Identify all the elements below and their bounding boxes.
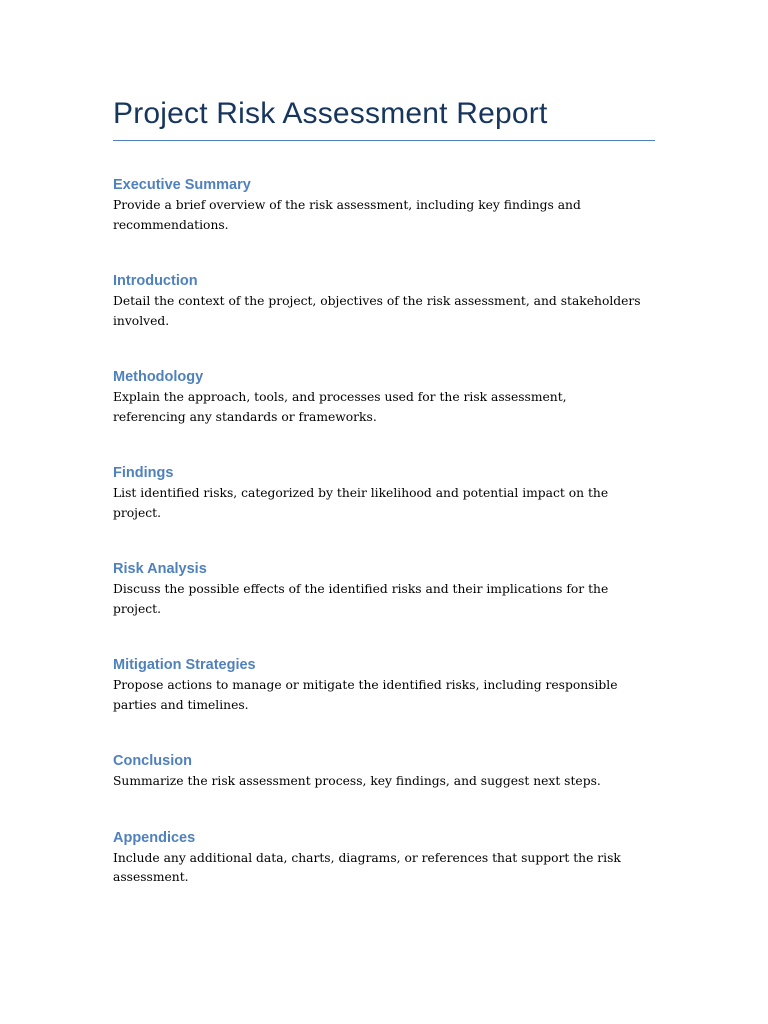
document-page: [113, 96, 655, 888]
section-heading: Findings: [113, 465, 174, 481]
section-heading: Introduction: [113, 273, 198, 289]
section-heading: Methodology: [113, 369, 204, 385]
section-appendices: [113, 828, 655, 888]
section-executive-summary: [113, 175, 655, 235]
section-heading: Mitigation Strategies: [113, 657, 256, 673]
section-conclusion: [113, 751, 655, 792]
section-mitigation-strategies: [113, 655, 655, 715]
section-heading: Conclusion: [113, 753, 192, 769]
section-heading: Appendices: [113, 829, 196, 846]
section-heading: Executive Summary: [113, 177, 251, 193]
section-body: Detail the context of the project, objectives of the risk assessment, and stakeholders involved.: [113, 294, 641, 328]
section-risk-analysis: [113, 559, 655, 619]
section-body: Propose actions to manage or mitigate the identified risks, including responsible parties and timelines.: [113, 678, 618, 712]
section-introduction: [113, 271, 655, 331]
section-body: Summarize the risk assessment process, key findings, and suggest next steps.: [113, 774, 601, 788]
section-heading: Risk Analysis: [113, 561, 207, 577]
section-methodology: [113, 367, 655, 427]
section-findings: [113, 463, 655, 523]
section-body: Explain the approach, tools, and processes used for the risk assessment, referencing any standards or frameworks.: [113, 390, 567, 424]
section-body: Include any additional data, charts, diagrams, or references that support the risk assessment.: [113, 850, 621, 884]
section-body: Discuss the possible effects of the identified risks and their implications for the project.: [113, 582, 609, 616]
document-title: Project Risk Assessment Report: [113, 96, 655, 141]
section-body: Provide a brief overview of the risk assessment, including key findings and recommendations.: [113, 198, 581, 232]
section-body: List identified risks, categorized by their likelihood and potential impact on the project.: [113, 486, 609, 520]
